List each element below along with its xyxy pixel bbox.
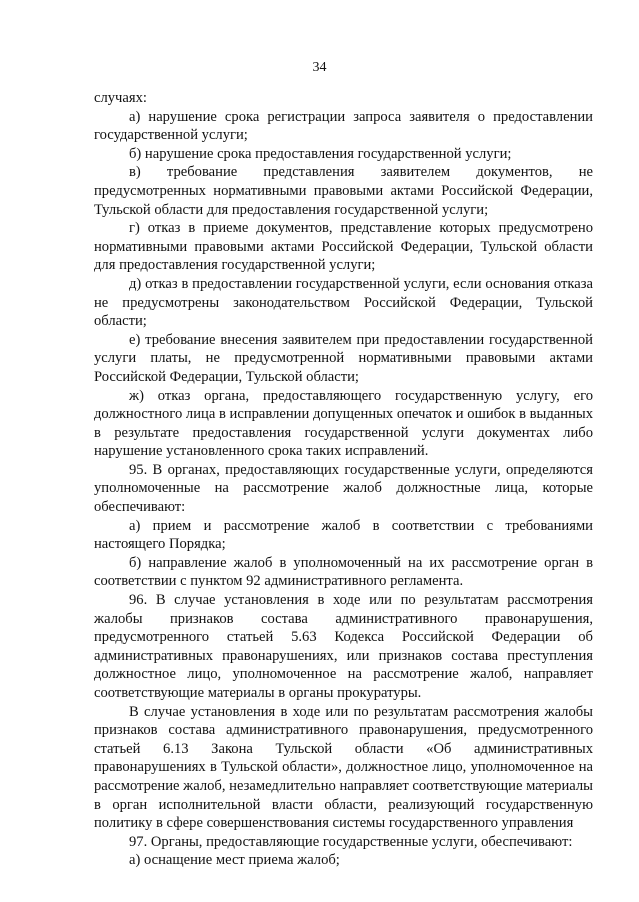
paragraph: случаях: [94,90,147,106]
document-body [94,89,593,870]
paragraph: в) требование представления заявителем документов, не предусмотренных нормативными правовыми актами Российской Федерации, Тульской области для предоставления государственной услуги; [94,164,593,218]
paragraph: б) направление жалоб в уполномоченный на их рассмотрение орган в соответствии с пунктом 92 административного регламента. [94,554,593,590]
paragraph: а) прием и рассмотрение жалоб в соответствии с требованиями настоящего Порядка; [94,517,593,553]
paragraph: 97. Органы, предоставляющие государственные услуги, обеспечивают: [129,833,573,850]
paragraph: д) отказ в предоставлении государственной услуги, если основания отказа не предусмотрены законодательством Российской Федерации, Тульской области; [94,275,593,330]
page-number: 34 [312,60,327,75]
paragraph: 96. В случае установления в ходе или по результатам рассмотрения жалобы признаков состава административного правонарушения, предусмотренного статьей 5.63 Кодекса Российской Федерации об административных правонарушениях, или признаков состава преступления должностное лицо, уполномоченное на рассмотрение жалоб, направляет соответствующие материалы в органы прокуратуры. [94,592,593,701]
paragraph: а) оснащение мест приема жалоб; [129,852,340,869]
paragraph: 95. В органах, предоставляющих государственные услуги, определяются уполномоченные на рассмотрение жалоб должностные лица, которые обеспечивают: [94,461,593,516]
paragraph: б) нарушение срока предоставления государственной услуги; [129,145,512,162]
paragraph: е) требование внесения заявителем при предоставлении государственной услуги платы, не предусмотренной нормативными правовыми актами Российской Федерации, Тульской области; [94,331,593,385]
paragraph: г) отказ в приеме документов, представление которых предусмотрено нормативными правовыми актами Российской Федерации, Тульской области для предоставления государственной услуги; [94,220,593,274]
paragraph: ж) отказ органа, предоставляющего государственную услугу, его должностного лица в исправлении допущенных опечаток и ошибок в выданных в результате предоставления государственной услуги документах либо нарушение установленного срока таких исправлений. [94,387,593,460]
paragraph: В случае установления в ходе или по результатам рассмотрения жалобы признаков состава административного правонарушения, предусмотренного статьей 6.13 Закона Тульской области «Об административных правонарушениях в Тульской области», должностное лицо, уполномоченное на рассмотрение жалоб, незамедлительно направляет соответствующие материалы в орган исполнительной власти области, реализующий государственную политику в сфере совершенствования системы государственного управления [94,703,593,832]
paragraph: а) нарушение срока регистрации запроса заявителя о предоставлении государственной услуги; [94,108,593,144]
